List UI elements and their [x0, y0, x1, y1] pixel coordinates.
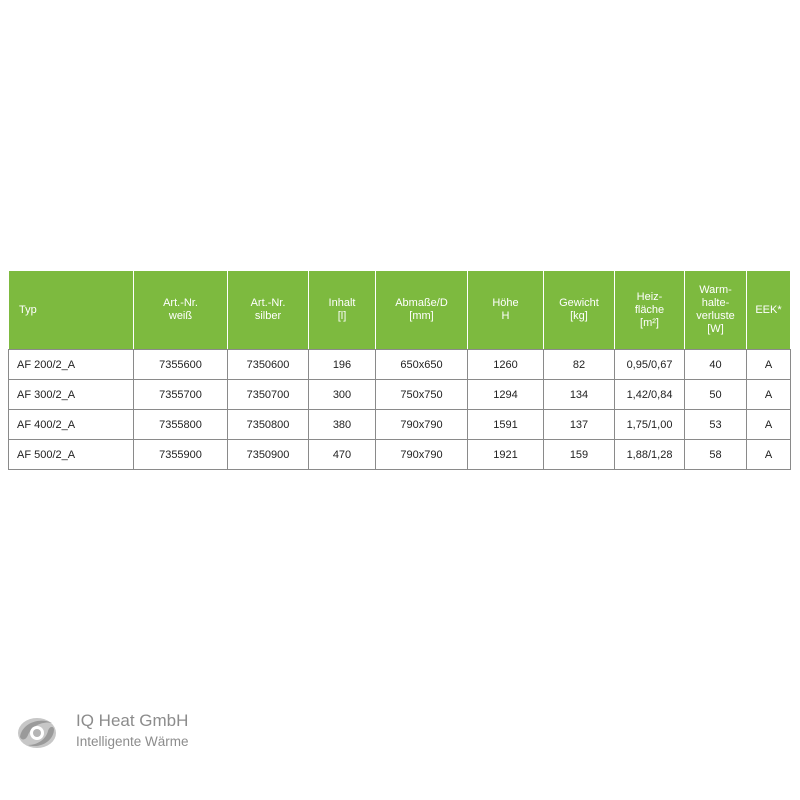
- table-cell: A: [747, 350, 791, 380]
- column-header-line: verluste: [696, 310, 735, 322]
- table-cell: 1,42/0,84: [615, 380, 685, 410]
- column-header-line: [mm]: [409, 310, 434, 322]
- table-cell: 40: [685, 350, 747, 380]
- company-tagline: Intelligente Wärme: [76, 734, 189, 749]
- table-cell: 1260: [468, 350, 544, 380]
- table-cell: 7355900: [134, 440, 228, 470]
- table-cell: 650x650: [376, 350, 468, 380]
- table-row: [9, 350, 791, 380]
- column-header-line: Inhalt: [328, 297, 356, 309]
- table-cell: 7350900: [228, 440, 309, 470]
- column-header: [134, 271, 228, 350]
- column-header: [747, 271, 791, 350]
- column-header-line: halte-: [701, 297, 730, 309]
- column-header: [376, 271, 468, 350]
- table-row: [9, 380, 791, 410]
- table-cell: AF 400/2_A: [9, 410, 134, 440]
- table-cell: 82: [544, 350, 615, 380]
- table-cell: 1,88/1,28: [615, 440, 685, 470]
- table-cell: 53: [685, 410, 747, 440]
- product-spec-table: [8, 270, 791, 470]
- column-header-line: weiß: [168, 310, 193, 322]
- company-logo: [14, 707, 314, 757]
- table-row: [9, 440, 791, 470]
- table-cell: 750x750: [376, 380, 468, 410]
- table-cell: A: [747, 380, 791, 410]
- table-cell: 1591: [468, 410, 544, 440]
- table-cell: 7355700: [134, 380, 228, 410]
- table-cell: 380: [309, 410, 376, 440]
- table-cell: 300: [309, 380, 376, 410]
- company-name: IQ Heat GmbH: [76, 711, 189, 730]
- column-header-line: Heiz-: [636, 290, 663, 303]
- column-header: [228, 271, 309, 350]
- iq-heat-swirl-icon: [14, 709, 60, 755]
- column-header-line: EEK*: [755, 303, 782, 316]
- table-cell: 7350600: [228, 350, 309, 380]
- table-header: [9, 271, 791, 350]
- column-header-line: fläche: [634, 303, 665, 316]
- table-cell: 137: [544, 410, 615, 440]
- header-row: [9, 271, 791, 350]
- column-header: [9, 271, 134, 350]
- column-header-line: H: [501, 310, 510, 322]
- table-cell: 0,95/0,67: [615, 350, 685, 380]
- column-header-line: Gewicht: [559, 297, 599, 309]
- table-cell: AF 500/2_A: [9, 440, 134, 470]
- table-cell: 7355600: [134, 350, 228, 380]
- column-header-line: Typ: [19, 303, 37, 316]
- table-cell: 134: [544, 380, 615, 410]
- table-cell: 790x790: [376, 440, 468, 470]
- column-header: [685, 271, 747, 350]
- table-cell: 50: [685, 380, 747, 410]
- column-header-line: silber: [254, 310, 282, 322]
- table-cell: 7350800: [228, 410, 309, 440]
- column-header-line: Abmaße/D: [395, 297, 448, 309]
- table-cell: 790x790: [376, 410, 468, 440]
- column-header: [615, 271, 685, 350]
- column-header: [309, 271, 376, 350]
- column-header-line: [W]: [707, 323, 724, 335]
- table-cell: 58: [685, 440, 747, 470]
- table-body: [9, 350, 791, 470]
- table-cell: 1921: [468, 440, 544, 470]
- column-header: [544, 271, 615, 350]
- column-header-line: [m²]: [640, 316, 659, 329]
- table-cell: 1,75/1,00: [615, 410, 685, 440]
- column-header-line: Höhe: [492, 297, 519, 309]
- column-header-line: [kg]: [570, 310, 588, 322]
- column-header-line: Warm-: [699, 284, 732, 296]
- table-cell: 1294: [468, 380, 544, 410]
- table-cell: 7355800: [134, 410, 228, 440]
- table-cell: 159: [544, 440, 615, 470]
- column-header-line: Art.-Nr.: [250, 297, 286, 309]
- table-row: [9, 410, 791, 440]
- table-cell: AF 300/2_A: [9, 380, 134, 410]
- table-cell: A: [747, 410, 791, 440]
- table-cell: 7350700: [228, 380, 309, 410]
- column-header-line: [l]: [337, 310, 347, 322]
- column-header: [468, 271, 544, 350]
- table-cell: 470: [309, 440, 376, 470]
- column-header-line: Art.-Nr.: [163, 297, 198, 309]
- table-cell: 196: [309, 350, 376, 380]
- table-cell: A: [747, 440, 791, 470]
- table-cell: AF 200/2_A: [9, 350, 134, 380]
